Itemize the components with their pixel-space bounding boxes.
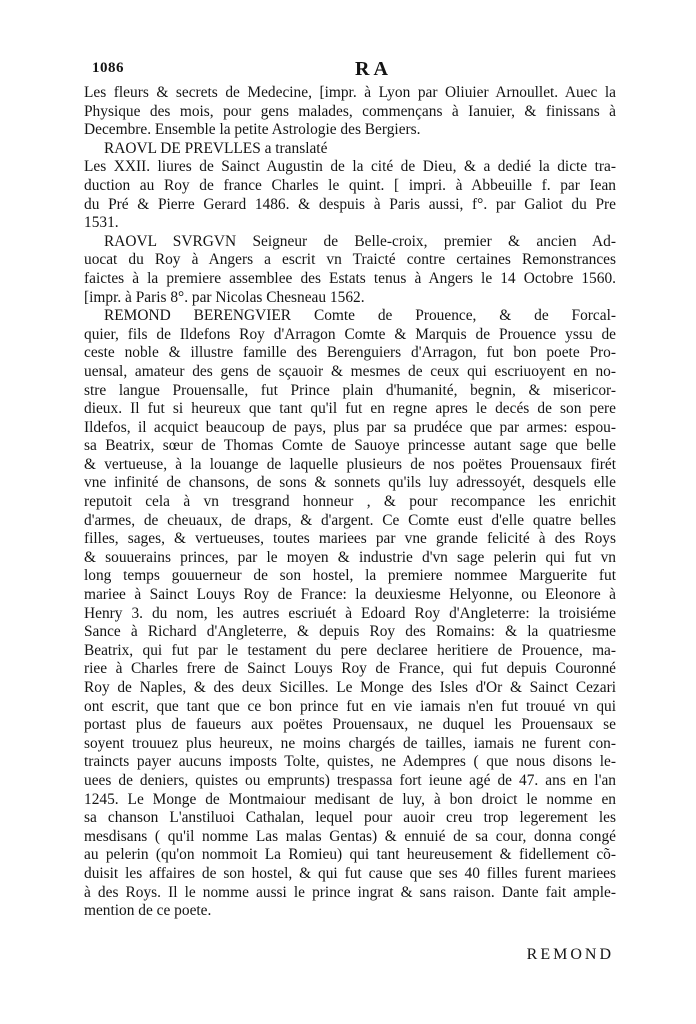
page-number: 1086 <box>92 60 124 76</box>
text-line: faictes à la premiere assemblee des Estats tenus à Angers le 14 Octobre 1560. <box>84 269 616 287</box>
entry-heading: REMOND BERENGVIER Comte de Prouence, & de Forcal- <box>104 307 616 325</box>
entry-heading: RAOVL SVRGVN Seigneur de Belle-croix, premier & ancien Ad- <box>104 232 616 250</box>
text-line: duisit les affaires de son hostel, & qui fut cause que ses 40 filles furent mariees <box>84 864 616 882</box>
text-line: ceste noble & illustre famille des Berenguiers d'Arragon, fut bon poete Pro- <box>84 344 616 362</box>
running-head: RA <box>355 58 392 80</box>
text-line: uees de deniers, quistes ou emprunts) trespassa fort ieune agé de 47. ans en l'an <box>84 771 616 789</box>
text-line: Decembre. Ensemble la petite Astrologie des Bergiers. <box>84 121 421 139</box>
text-line: 1245. Le Monge de Montmaiour medisant de luy, à bon droict le nomme en <box>84 790 616 808</box>
text-line: d'armes, de cheuaux, de draps, & d'argent. Ce Comte eust d'elle quatre belles <box>84 511 616 529</box>
text-line: & souuerains princes, par le moyen & industrie d'vn sage pelerin qui fut vn <box>84 548 616 566</box>
text-line: du Pré & Pierre Gerard 1486. & despuis à Paris aussi, f°. par Galiot du Pre <box>84 195 616 213</box>
text-line: vne infinité de chansons, de sons & sonnets qu'ils luy adressoyét, desquels elle <box>84 474 616 492</box>
text-line: Les fleurs & secrets de Medecine, [impr. à Lyon par Oliuier Arnoullet. Auec la <box>84 84 616 101</box>
text-line: soyent trouuez plus heureux, ne moins chargés de tailles, iamais ne furent con- <box>84 734 616 752</box>
text-line: mention de ce poete. <box>84 902 212 920</box>
text-line: Sance à Richard d'Angleterre, & depuis Roy des Romains: & la quatriesme <box>84 623 616 641</box>
text-line: & vertueuse, à la louange de laquelle plusieurs de nos poëtes Prouensaux firét <box>84 455 616 473</box>
text-line: Ildefos, il acquict beaucoup de pays, plus par sa prudéce que par armes: espou- <box>84 418 616 436</box>
text-line: ont escrit, que tant que ce bon prince fut en vie iamais n'en fut trouué vn qui <box>84 697 616 715</box>
catchword: REMOND <box>526 946 614 963</box>
text-line: Les XXII. liures de Sainct Augustin de la cité de Dieu, & a dedié la dicte tra- <box>84 158 616 176</box>
text-line: traincts payer aucuns imposts Tolte, quistes, ne Adempres ( que nous disons le- <box>84 753 616 771</box>
text-line: riee à Charles frere de Sainct Louys Roy de France, qui fut depuis Couronné <box>84 660 616 678</box>
text-line: Beatrix, qui fut par le testament du pere declaree heritiere de Prouence, ma- <box>84 641 616 659</box>
text-line: au pelerin (qu'on nommoit La Romieu) qui tant heureusement & fidellement cõ- <box>84 846 616 864</box>
text-line: mesdisans ( qu'il nomme Las malas Gentas) & ennuié de sa cour, donna congé <box>84 827 616 845</box>
text-line: portast plus de faueurs aux poëtes Prouensaux, ne duquel les Prouensaux se <box>84 716 616 734</box>
text-line: à des Roys. Il le nomme aussi le prince ingrat & sans raison. Dante fait ample- <box>84 883 616 901</box>
text-line: long temps gouuerneur de son hostel, la premiere nommee Marguerite fut <box>84 567 616 585</box>
text-line: sa Beatrix, sœur de Thomas Comte de Sauoye princesse autant sage que belle <box>84 437 616 455</box>
text-line: 1531. <box>84 214 119 232</box>
text-line: duction au Roy de france Charles le quint. [ impri. à Abbeuille f. par Iean <box>84 176 616 194</box>
text-line: Physique des mois, pour gens malades, commençans à Ianuier, & finissans à <box>84 102 616 120</box>
text-line: dieux. Il fut si heureux que tant qu'il fut en regne apres le decés de son pere <box>84 400 616 418</box>
text-line: Roy de Naples, & des deux Sicilles. Le Monge des Isles d'Or & Sainct Cezari <box>84 679 616 696</box>
text-line: sa chanson L'anstiluoi Cathalan, lequel pour auoir creu trop legerement les <box>84 809 616 827</box>
text-line: reputoit cela à vn tresgrand honneur , & pour recompance les enrichit <box>84 493 616 511</box>
text-block <box>84 84 616 921</box>
text-line: stre langue Prouensalle, fut Prince plain d'humanité, begnin, & misericor- <box>84 381 616 399</box>
text-line: [impr. à Paris 8°. par Nicolas Chesneau 1562. <box>84 288 365 306</box>
text-line: uocat du Roy à Angers a escrit vn Traicté contre certaines Remonstrances <box>84 251 616 269</box>
text-line: uensal, amateur des gens de sçauoir & mesmes de ceux qui escriuoyent en no- <box>84 362 616 380</box>
text-line: Henry 3. du nom, les autres escriuét à Edoard Roy d'Angleterre: la troisiéme <box>84 604 616 622</box>
entry-heading: RAOVL DE PREVLLES a translaté <box>104 139 328 157</box>
text-line: filles, sages, & vertueuses, toutes mariees par vne grande felicité à des Roys <box>84 530 616 548</box>
text-line: quier, fils de Ildefons Roy d'Arragon Comte & Marquis de Prouence yssu de <box>84 325 616 343</box>
text-line: mariee à Sainct Louys Roy de France: la deuxiesme Helyonne, ou Eleonore à <box>84 586 616 604</box>
